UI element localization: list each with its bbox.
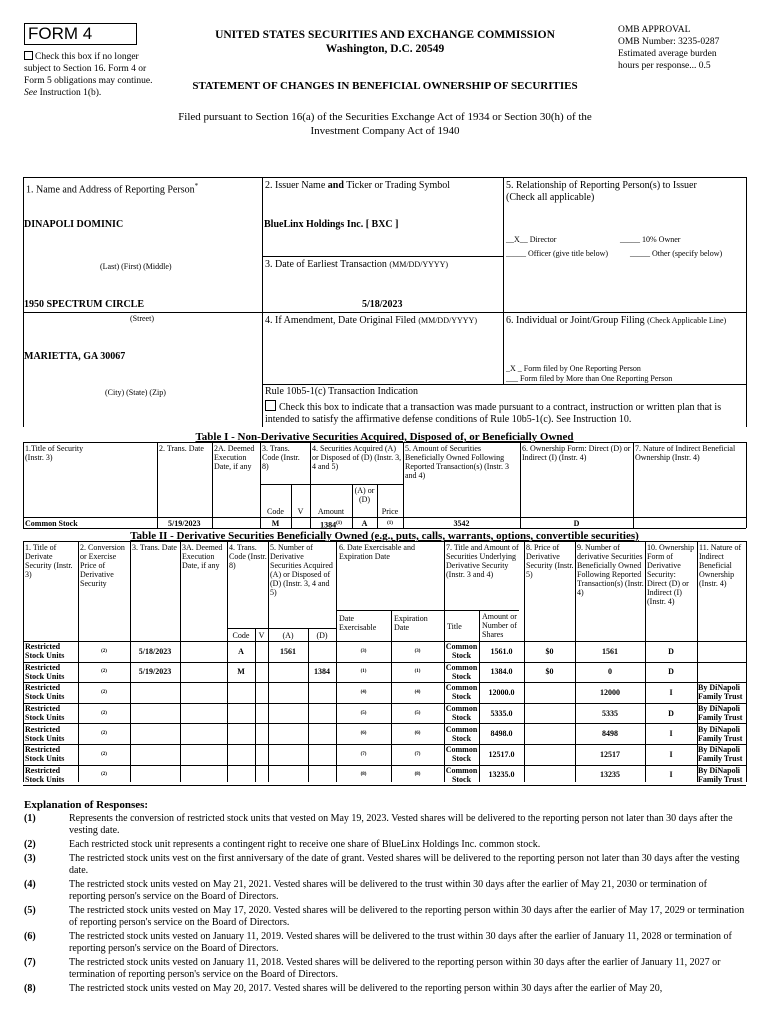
t2-h1: 1. Title of Derivate Security (Instr. 3) [25,543,73,579]
t2-row-expiration: (6) [414,731,421,737]
divider [23,517,746,518]
name-caption: (Last) (First) (Middle) [100,262,172,271]
t1-row-amount: 1384$^{(1)}$ [320,520,342,530]
t2-sub-exercisable: Date Exercisable [339,614,377,632]
t1-row-aord: A [361,519,368,528]
earliest-transaction-date: 5/18/2023 [362,299,403,310]
footnote-number: (7) [24,957,36,968]
rule-label: Rule 10b5-1(c) Transaction Indication [265,386,419,397]
t2-h7: 7. Title and Amount of Securities Underlying Derivative Security (Instr. 3 and 4) [446,543,519,579]
t2-h8: 8. Price of Derivative Security (Instr. 5) [526,543,574,579]
t2-row-d [308,703,336,724]
t2-row-exercisable: (3) [360,648,367,654]
t2-row-conv: (2) [101,751,107,757]
omb-line-1: OMB APPROVAL [618,25,691,35]
t2-row-underlying-title: Common Stock [445,745,478,764]
t2-sub-code: Code [232,631,250,640]
issuer-name: BlueLinx Holdings Inc. [ BXC ] [264,219,399,230]
t2-row-exercisable: (1) [360,669,367,675]
footnote-number: (4) [24,879,36,890]
divider [23,541,746,542]
t2-row-title: Restricted Stock Units [25,724,65,743]
filed-line-1: Filed pursuant to Section 16(a) of the Securities Exchange Act of 1934 or Section 30(h) of the [178,111,592,123]
t2-row-form: D [668,646,674,656]
footnote-number: (6) [24,931,36,942]
t1-h1: 1.Title of Security (Instr. 3) [25,444,84,462]
footnote-text: Represents the conversion of restricted stock units that vested on May 19, 2023. Vested shares will be delivered to the reporting person not later than 30 days after the vesting date. [69,813,733,836]
t2-row-exercisable: (5) [360,710,367,716]
t2-row-nature: By DiNapoli Family Trust [698,704,743,723]
t2-row-title: Restricted Stock Units [25,683,65,702]
t2-row-date: 5/18/2023 [138,646,172,656]
city-caption: (City) (State) (Zip) [105,388,166,397]
divider [503,177,504,384]
divider [260,484,403,485]
divider [23,177,746,178]
divider [403,442,404,528]
t1-h2: 2. Trans. Date [159,444,204,453]
t2-row-date: 5/19/2023 [138,667,172,677]
t2-row-nature [698,662,746,683]
divider [746,541,747,782]
section16-instr: Instruction 1(b). [39,88,102,98]
t2-row-owned: 1561 [602,646,618,656]
t2-row-underlying-amount: 8498.0 [490,729,513,739]
t2-row-code: A [238,646,244,656]
divider [633,442,634,528]
t2-row-price [524,703,575,724]
footnote-number: (5) [24,905,36,916]
t2-row-d [308,765,336,786]
t2-row-underlying-amount: 13235.0 [488,770,515,780]
divider [23,442,24,528]
filing-one-person[interactable]: _X _ Form filed by One Reporting Person [506,364,641,373]
t2-row-a [268,682,308,703]
t2-row-title: Restricted Stock Units [25,662,65,681]
rule-text: Check this box to indicate that a transaction was made pursuant to a contract, instruction or written plan that is intended to satisfy the affirmative defense conditions of Rule 10b5-1(c). See Instruction 10. [265,402,722,425]
explanation-item [24,931,746,955]
footnote-text: The restricted stock units vest on the first anniversary of the date of grant. Vested shares will be delivered to the reporting person not later than 30 days after the vesting date. [69,853,740,876]
t1-h5: 5. Amount of Securities Beneficially Owned Following Reported Transaction(s) (Instr. 3 and 4) [405,444,509,480]
t2-row-a [268,765,308,786]
t2-sub-title: Title [447,622,462,631]
rel-director[interactable]: __X__ Director [506,235,557,244]
filing-more-persons[interactable]: ___ Form filed by More than One Reporting Person [506,374,673,383]
agency-block [170,28,600,56]
t2-row-underlying-amount: 1384.0 [490,667,513,677]
t2-row-expiration: (5) [414,710,421,716]
footnote-number: (8) [24,983,36,994]
table1-title: Table I - Non-Derivative Securities Acquired, Disposed of, or Beneficially Owned [195,431,574,443]
t2-row-a [268,662,308,683]
t2-row-underlying-title: Common Stock [445,724,478,743]
t2-row-a: 1561 [280,646,296,656]
t2-row-d [308,744,336,765]
box1-label: 1. Name and Address of Reporting Person* [26,182,199,196]
t2-h9: 9. Number of derivative Securities Beneficially Owned Following Reported Transaction(s) (Instr. 4) [577,543,644,597]
footnote-number: (3) [24,853,36,864]
t1-sub-price: Price [381,507,399,516]
t2-row-underlying-title: Common Stock [445,683,478,702]
explanation-item [24,957,746,981]
t2-row-title: Restricted Stock Units [25,765,65,784]
divider [23,528,746,529]
t2-row-form: I [669,729,673,739]
divider [262,177,263,427]
footnote-text: The restricted stock units vested on May 20, 2017. Vested shares will be delivered to the reporting person within 30 days after the earlier of May 20, [69,983,663,994]
t2-row-conv: (2) [101,772,107,778]
t2-row-form: D [668,667,674,677]
t1-row-price-fn: (1) [387,521,393,526]
t2-row-expiration: (1) [414,669,421,675]
filed-line-2: Investment Company Act of 1940 [310,125,460,137]
t1-sub-code: Code [267,507,284,516]
t2-row-d: 1384 [314,667,330,677]
statement-title: STATEMENT OF CHANGES IN BENEFICIAL OWNERSHIP OF SECURITIES [192,80,578,92]
explanation-list [24,813,746,997]
t2-row-code [227,744,255,765]
box6-label: 6. Individual or Joint/Group Filing (Check Applicable Line) [506,315,727,326]
explanation-heading: Explanation of Responses: [24,799,149,811]
t2-sub-expiration: Expiration Date [394,614,428,632]
t2-row-owned: 0 [608,667,612,677]
t2-row-code [227,682,255,703]
t2-h10: 10. Ownership Form of Derivative Security: Direct (D) or Indirect (I) (Instr. 4) [647,543,695,606]
omb-line-3: Estimated average burden [618,49,717,59]
divider [336,610,519,611]
reporting-person-name: DINAPOLI DOMINIC [24,219,124,230]
t1-h2a: 2A. Deemed Execution Date, if any [214,444,255,471]
divider [520,442,521,528]
divider [227,628,336,629]
t2-h6: 6. Date Exercisable and Expiration Date [339,543,415,561]
agency-city: Washington, D.C. 20549 [325,43,445,55]
t2-row-conv: (2) [101,669,107,675]
box2-label: 2. Issuer Name and Ticker or Trading Symbol [265,180,451,191]
t2-row-conv: (2) [101,731,107,737]
t2-h5: 5. Number of Derivative Securities Acquired (A) or Disposed of (D) (Instr. 3, 4 and 5) [270,543,333,597]
footnote-text: The restricted stock units vested on January 11, 2019. Vested shares will be delivered to the trust within 30 days after the earlier of January 11, 2028 or termination of reporting person's service on the Board of Directors. [69,931,732,954]
t2-row-date [130,723,180,744]
t2-row-code [227,765,255,786]
t2-row-date [130,682,180,703]
divider [157,442,158,528]
t1-sub-amount: Amount [317,507,345,516]
t2-row-exercisable: (6) [360,731,367,737]
t2-row-nature [698,641,746,662]
t2-row-date [130,703,180,724]
footnote-text: The restricted stock units vested on May 21, 2021. Vested shares will be delivered to the trust within 30 days after the earlier of May 21, 2030 or termination of reporting person's service on the Board of Directors. [69,879,707,902]
t2-row-form: I [669,770,673,780]
t2-row-owned: 13235 [600,770,620,780]
footnote-number: (2) [24,839,36,850]
divider [23,312,746,313]
t2-row-nature: By DiNapoli Family Trust [698,745,743,764]
t2-row-expiration: (3) [414,648,421,654]
box4-label: 4. If Amendment, Date Original Filed (MM/DD/YYYY) [265,315,477,326]
filed-pursuant [150,110,620,138]
t2-row-conv: (2) [101,689,107,695]
omb-line-4: hours per response... 0.5 [618,61,711,71]
omb-approval [618,24,758,72]
t2-row-price [524,765,575,786]
t2-row-nature: By DiNapoli Family Trust [698,765,743,784]
explanation-item [24,853,746,877]
t2-row-date [130,765,180,786]
t2-row-price [524,723,575,744]
rule-10b5-checkbox[interactable] [265,400,276,411]
footnote-text: The restricted stock units vested on May 17, 2020. Vested shares will be delivered to the reporting person within 30 days after the earlier of May 17, 2029 or termination of reporting person's service on the Board of Directors. [69,905,745,928]
t2-row-owned: 8498 [602,729,618,739]
t2-row-a [268,703,308,724]
t2-row-price: $0 [545,667,554,677]
divider [255,628,256,782]
t2-row-code [227,703,255,724]
t2-row-price [524,682,575,703]
t2-row-nature: By DiNapoli Family Trust [698,724,743,743]
box3-label: 3. Date of Earliest Transaction (MM/DD/YYYY) [265,259,449,270]
t2-row-underlying-title: Common Stock [445,642,478,661]
box5-label: 5. Relationship of Reporting Person(s) to Issuer (Check all applicable) [506,180,697,203]
street-caption: (Street) [130,314,154,323]
rel-other[interactable]: _____ Other (specify below) [630,249,723,258]
footnote-text: Each restricted stock unit represents a contingent right to receive one share of BlueLinx Holdings Inc. common stock. [69,839,541,850]
t1-row-owned: 3542 [453,519,470,528]
t2-row-a [268,744,308,765]
t2-row-d [308,641,336,662]
t2-row-underlying-amount: 12000.0 [488,687,515,697]
t2-row-form: I [669,687,673,697]
t2-row-underlying-title: Common Stock [445,704,478,723]
t2-sub-v: V [258,631,265,640]
t2-row-underlying-title: Common Stock [445,662,478,681]
t2-h4: 4. Trans. Code (Instr. 8) [229,543,267,570]
t1-row-date: 5/19/2023 [168,519,201,528]
section16-checkbox-block [24,51,159,99]
t2-row-d [308,723,336,744]
t1-h6: 6. Ownership Form: Direct (D) or Indirect (I) (Instr. 4) [522,444,631,462]
t1-row-code: M [271,519,280,528]
explanation-item [24,839,746,851]
t1-sub-aord: (A) or (D) [354,486,375,504]
table2-title: Table II - Derivative Securities Beneficially Owned (e.g., puts, calls, warrants, options, convertible securities) [130,530,639,542]
omb-line-2: OMB Number: 3235-0287 [618,37,720,47]
t2-row-exercisable: (4) [360,689,367,695]
t2-h3: 3. Trans. Date [132,543,177,552]
t2-row-owned: 5335 [602,708,618,718]
t2-row-nature: By DiNapoli Family Trust [698,683,743,702]
t2-row-expiration: (8) [414,772,421,778]
t2-row-price [524,744,575,765]
t2-row-conv: (2) [101,710,107,716]
footnote-text: The restricted stock units vested on January 11, 2018. Vested shares will be delivered to the reporting person within 30 days after the earlier of January 11, 2027 or termination of reporting person's service on the Board of Directors. [69,957,721,980]
rule-block [265,400,743,426]
t2-row-exercisable: (8) [360,772,367,778]
explanation-item [24,879,746,903]
t2-row-underlying-amount: 1561.0 [490,646,513,656]
divider [746,442,747,528]
t2-row-owned: 12517 [600,749,620,759]
section16-checkbox[interactable] [24,51,33,60]
form-title: FORM 4 [24,23,137,45]
t1-row-title: Common Stock [25,519,78,528]
t2-row-title: Restricted Stock Units [25,704,65,723]
t2-row-code: M [237,667,245,677]
divider [23,442,746,443]
divider [262,384,746,385]
divider [746,177,747,427]
t2-row-conv: (2) [101,648,107,654]
t1-h4: 4. Securities Acquired (A) or Disposed of (D) (Instr. 3, 4 and 5) [312,444,402,471]
rel-10pct-owner[interactable]: _____ 10% Owner [620,235,681,244]
footnote-number: (1) [24,813,36,824]
divider [212,442,213,528]
explanation-item [24,905,746,929]
t1-h7: 7. Nature of Indirect Beneficial Ownership (Instr. 4) [635,444,736,462]
t2-row-date [130,744,180,765]
t2-h2: 2. Conversion or Exercise Price of Derivative Security [80,543,125,588]
divider [262,256,503,257]
t2-row-title: Restricted Stock Units [25,745,65,764]
t2-row-expiration: (7) [414,751,421,757]
rel-officer[interactable]: _____ Officer (give title below) [506,249,609,258]
t2-row-form: D [668,708,674,718]
street-address: 1950 SPECTRUM CIRCLE [24,299,145,310]
t2-row-d [308,682,336,703]
t1-sub-v: V [297,507,304,516]
t2-sub-d: (D) [316,631,328,640]
t2-h3a: 3A. Deemed Execution Date, if any [182,543,223,570]
t2-row-underlying-amount: 5335.0 [490,708,513,718]
t2-h11: 11. Nature of Indirect Beneficial Ownership (Instr. 4) [699,543,742,588]
city-state-zip: MARIETTA, GA 30067 [24,351,126,362]
t2-row-owned: 12000 [600,687,620,697]
t2-sub-a: (A) [282,631,294,640]
t1-h3: 3. Trans. Code (Instr. 8) [262,444,300,471]
explanation-item [24,983,746,995]
t2-row-price: $0 [545,646,554,656]
section16-see: See [24,88,38,98]
t2-row-exercisable: (7) [360,751,367,757]
t2-row-title: Restricted Stock Units [25,642,65,661]
t2-row-code [227,723,255,744]
section16-text: Check this box if no longer subject to Section 16. Form 4 or Form 5 obligations may continue. [24,52,153,86]
t2-sub-amount: Amount or Number of Shares [482,612,517,639]
t2-row-form: I [669,749,673,759]
t2-row-a [268,723,308,744]
t2-row-underlying-title: Common Stock [445,765,478,784]
explanation-item [24,813,746,837]
agency-name: UNITED STATES SECURITIES AND EXCHANGE COMMISSION [215,29,555,41]
t1-row-form: D [573,519,580,528]
divider [291,484,292,528]
t2-row-underlying-amount: 12517.0 [488,749,515,759]
t2-row-expiration: (4) [414,689,421,695]
